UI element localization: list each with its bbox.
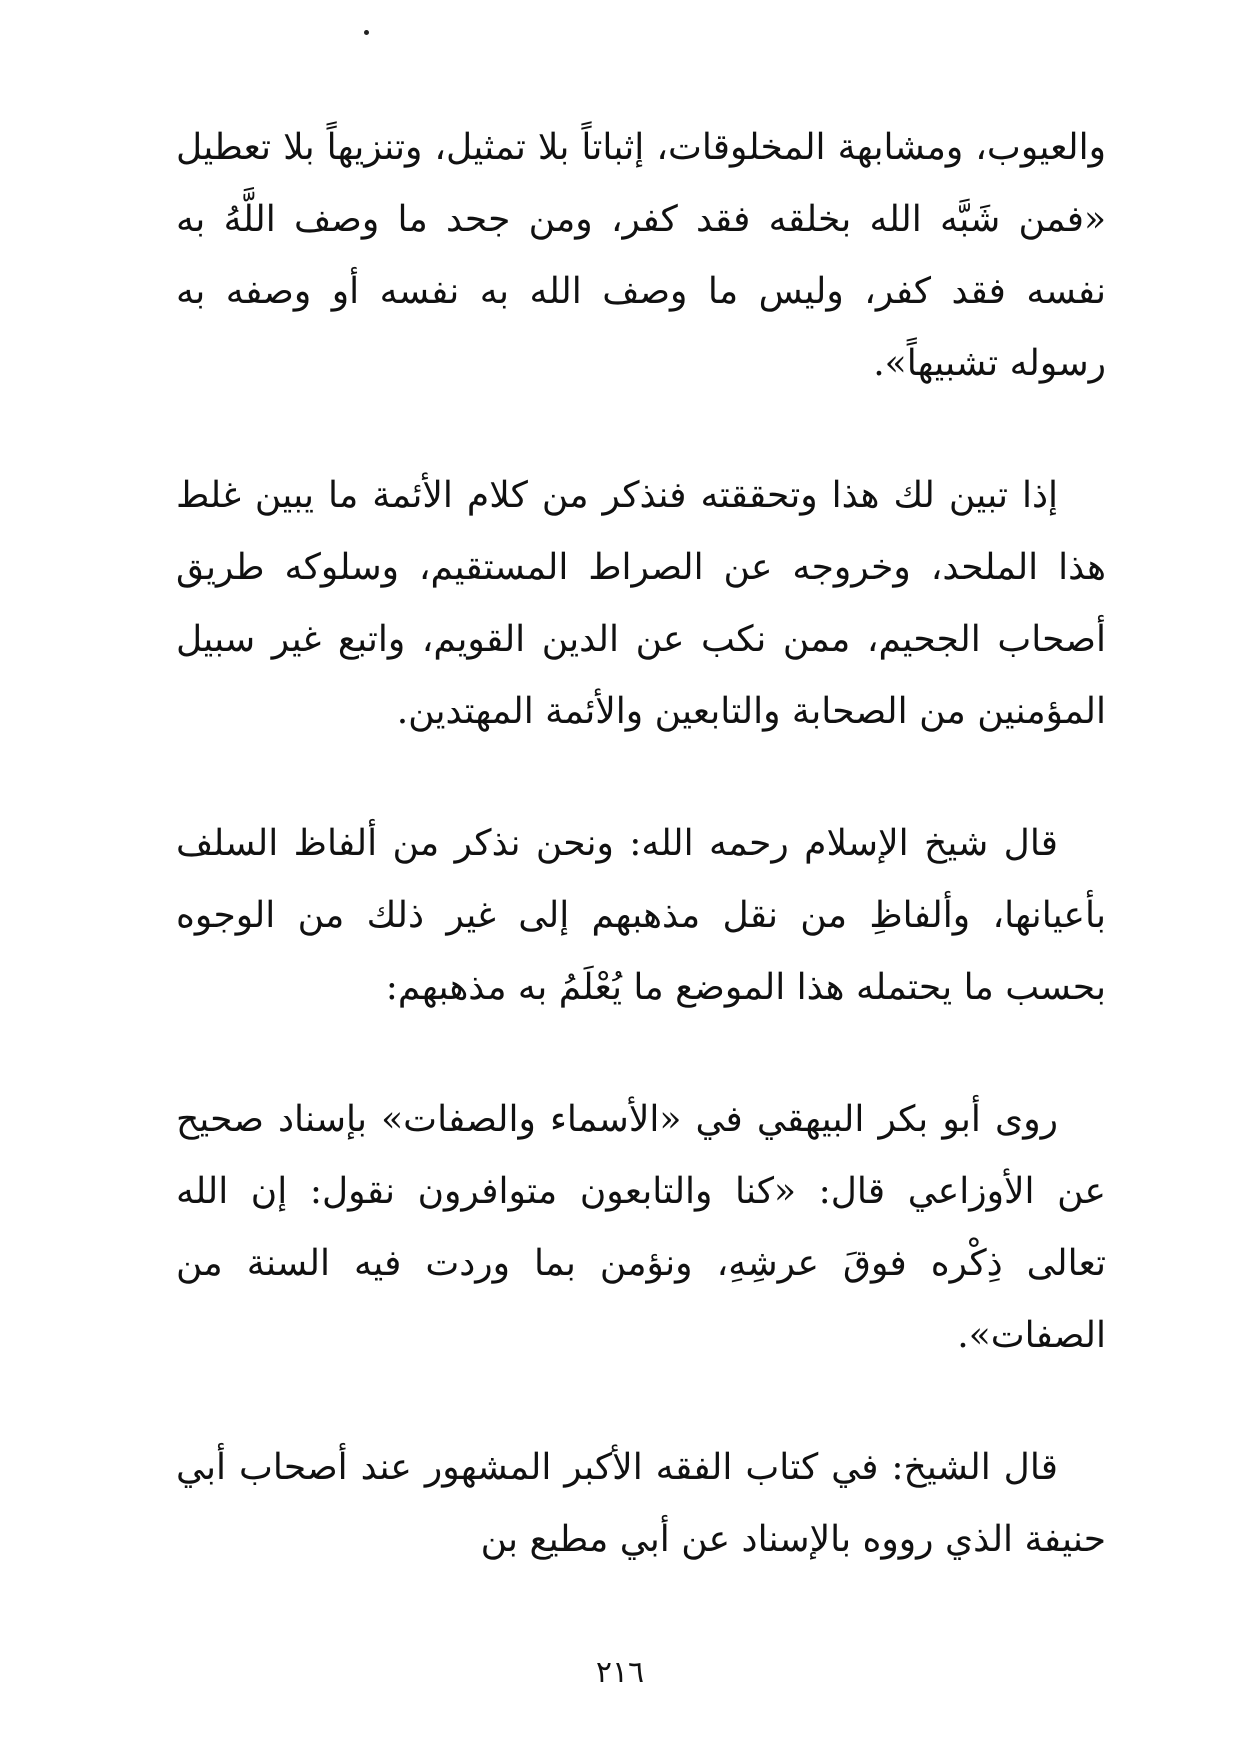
stray-ink-dot — [364, 30, 369, 35]
paragraph-5: قال الشيخ: في كتاب الفقه الأكبر المشهور عند أصحاب أبي حنيفة الذي رووه بالإسناد عن أبي مطيع بن — [176, 1447, 1106, 1560]
paragraph-continuation: والعيوب، ومشابهة المخلوقات، إثباتاً بلا تمثيل، وتنزيهاً بلا تعطيل «فمن شَبَّه الله بخلقه فقد كفر، ومن جحد ما وصف اللَّهُ به نفسه فقد كفر، وليس ما وصف الله به نفسه أو وصفه به رسوله تشبيهاً». — [176, 127, 1106, 384]
page-number: ٢١٦ — [595, 1655, 645, 1690]
paragraph-4: روى أبو بكر البيهقي في «الأسماء والصفات» بإسناد صحيح عن الأوزاعي قال: «كنا والتابعون متوافرون نقول: إن الله تعالى ذِكْره فوقَ عرشِهِ، ونؤمن بما وردت فيه السنة من الصفات». — [176, 1099, 1106, 1356]
body-text — [176, 112, 1106, 1636]
paragraph-2: إذا تبين لك هذا وتحققته فنذكر من كلام الأئمة ما يبين غلط هذا الملحد، وخروجه عن الصراط المستقيم، وسلوكه طريق أصحاب الجحيم، ممن نكب عن الدين القويم، واتبع غير سبيل المؤمنين من الصحابة والتابعين والأئمة المهتدين. — [176, 475, 1106, 732]
paragraph-3: قال شيخ الإسلام رحمه الله: ونحن نذكر من ألفاظ السلف بأعيانها، وألفاظِ من نقل مذهبهم إلى غير ذلك من الوجوه بحسب ما يحتمله هذا الموضع ما يُعْلَمُ به مذهبهم: — [176, 823, 1106, 1008]
